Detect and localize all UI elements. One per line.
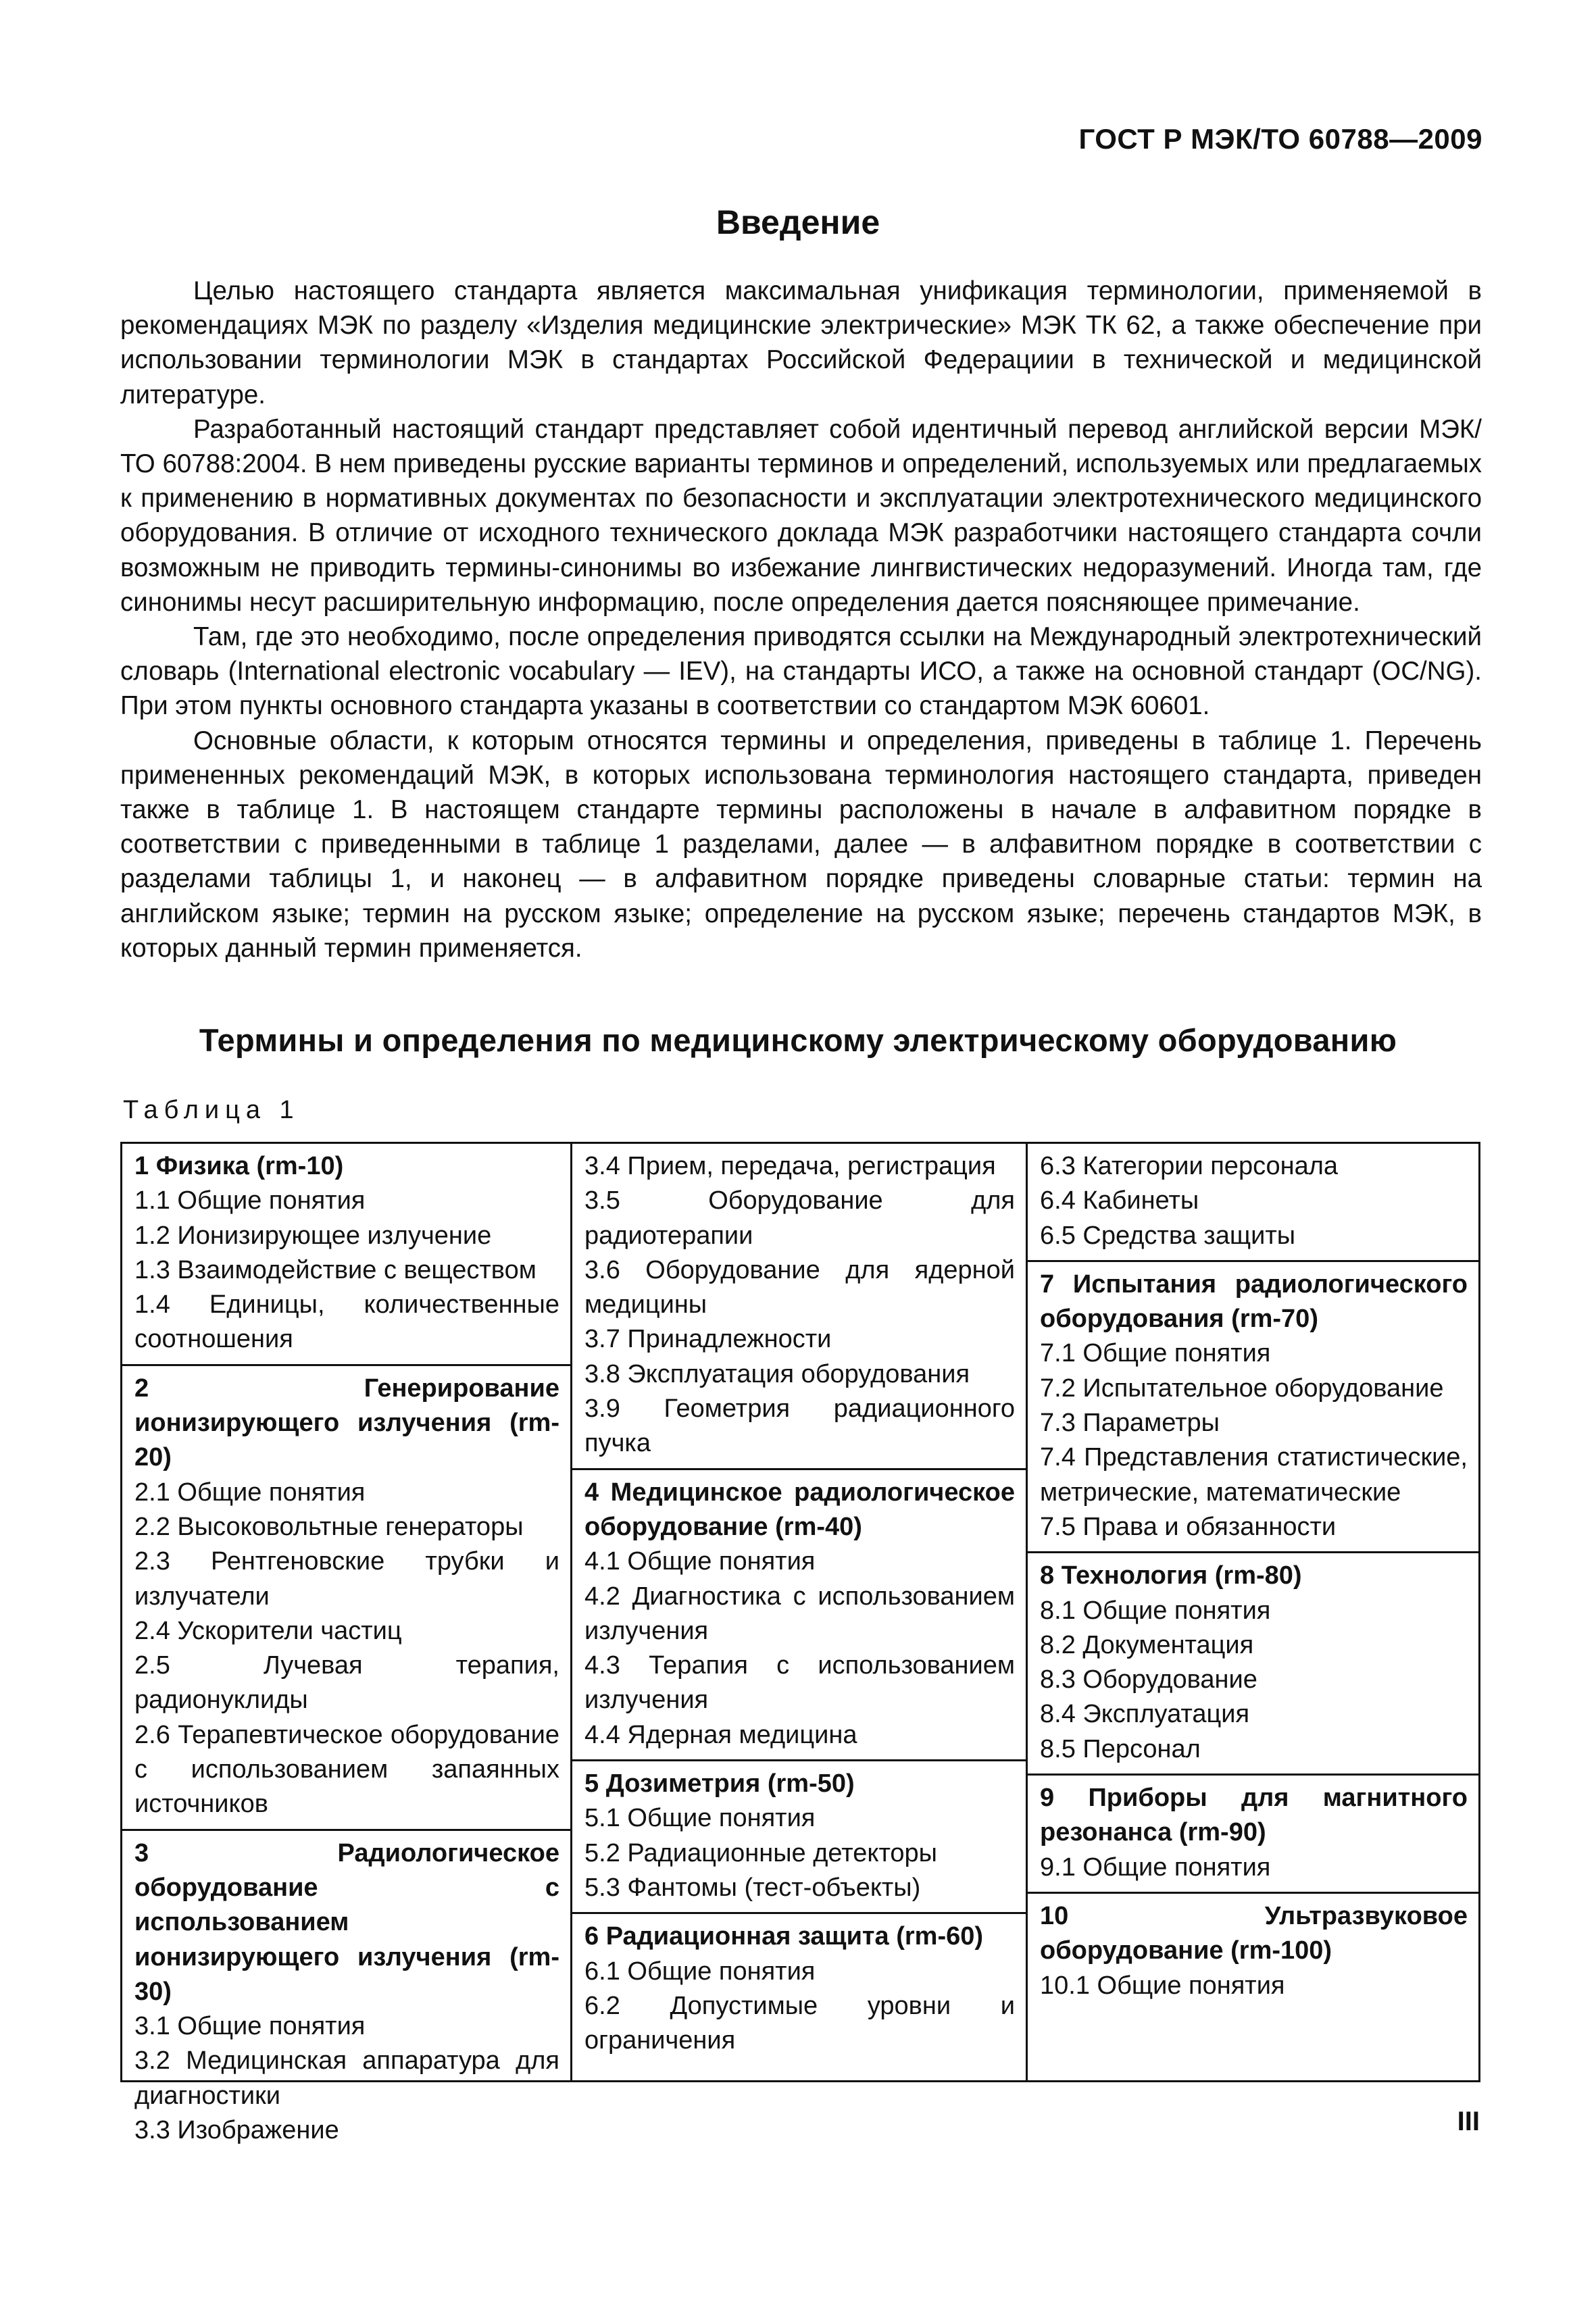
section-item: 2.5 Лучевая терапия, радионуклиды: [134, 1651, 559, 1715]
section-item: 1.1 Общие понятия: [134, 1186, 366, 1215]
section-item: 6.2 Допустимые уровни и ограничения: [584, 1991, 1015, 2055]
section-item: 2.1 Общие понятия: [134, 1478, 366, 1507]
table-section: [1028, 1776, 1478, 1894]
section-item: 3.5 Оборудование для радиотерапии: [584, 1186, 1015, 1250]
section-item: 2.2 Высоковольтные генераторы: [134, 1512, 524, 1541]
section-item: 4.3 Терапия с использованием излучения: [584, 1651, 1015, 1715]
section-item: 7.2 Испытательное оборудование: [1040, 1374, 1444, 1403]
section-heading: 7 Испытания радиологического оборудования (rm-70): [1040, 1269, 1468, 1334]
intro-paragraph: Там, где это необходимо, после определения приводятся ссылки на Международный электротехнический словарь (International electronic vocabulary — IEV), на стандарты ИСО, а также на основной стандарт (ОС/NG). При этом пункты основного стандарта указаны в соответствии со стандартом МЭК 60601.: [120, 622, 1482, 721]
table-column-2: [572, 1144, 1028, 2080]
section-heading: 9 Приборы для магнитного резонанса (rm-90): [1040, 1784, 1468, 1847]
section-item: 7.4 Представления статистические, метрические, математические: [1040, 1443, 1468, 1507]
section-item: 3.3 Изображение: [134, 2116, 339, 2145]
section-item: 1.3 Взаимодействие с веществом: [134, 1255, 537, 1284]
section-item: 8.3 Оборудование: [1040, 1665, 1257, 1694]
table-column-3: [1028, 1144, 1478, 2080]
section-heading: 3 Радиологическое оборудование с использованием ионизирующего излучения (rm-30): [134, 1838, 559, 2006]
section-item: 7.3 Параметры: [1040, 1409, 1220, 1438]
section-item: 8.1 Общие понятия: [1040, 1596, 1271, 1625]
section-heading: 10 Ультразвуковое оборудование (rm-100): [1040, 1901, 1468, 1965]
section-item: 4.1 Общие понятия: [584, 1547, 816, 1576]
section-item: 8.2 Документация: [1040, 1630, 1254, 1659]
section-item: 3.9 Геометрия радиационного пучка: [584, 1394, 1015, 1458]
section-item: 8.4 Эксплуатация: [1040, 1700, 1250, 1729]
table-section: [1028, 1553, 1478, 1776]
section-item: 5.3 Фантомы (тест-объекты): [584, 1873, 921, 1902]
table-caption: Таблица 1: [123, 1096, 300, 1124]
section-item: 2.3 Рентгеновские трубки и излучатели: [134, 1547, 559, 1611]
section-item: 6.1 Общие понятия: [584, 1957, 816, 1986]
table-section: [572, 1761, 1026, 1914]
table-section: [572, 1144, 1026, 1470]
section-item: 4.2 Диагностика с использованием излучения: [584, 1582, 1015, 1645]
section-title: Термины и определения по медицинскому электрическому оборудованию: [199, 1022, 1397, 1058]
section-item: 4.4 Ядерная медицина: [584, 1720, 857, 1749]
section-heading: 8 Технология (rm-80): [1040, 1561, 1302, 1590]
intro-paragraph: Разработанный настоящий стандарт представляет собой идентичный перевод английской версии МЭК/ТО 60788:2004. В нем приведены русские варианты терминов и определений, используемых или предлагаемых к применению в нормативных документах по безопасности и эксплуатации электротехнического медицинского оборудования. В отличие от исходного технического доклада МЭК разработчики настоящего стандарта сочли возможным не приводить термины-синонимы во избежание лингвистических недоразумений. Иногда там, где синонимы несут расширительную информацию, после определения дается поясняющее примечание.: [120, 414, 1482, 617]
document-code: ГОСТ Р МЭК/ТО 60788—2009: [1078, 123, 1482, 155]
section-heading: 2 Генерирование ионизирующего излучения (rm-20): [134, 1374, 559, 1472]
section-item: 6.5 Средства защиты: [1040, 1221, 1296, 1250]
table-section: [1028, 1144, 1478, 1262]
section-item: 5.1 Общие понятия: [584, 1804, 816, 1833]
section-heading: 5 Дозиметрия (rm-50): [584, 1769, 855, 1799]
section-item: 2.6 Терапевтическое оборудование с использованием запаянных источников: [134, 1720, 559, 1819]
intro-title: Введение: [716, 203, 880, 241]
section-item: 3.4 Прием, передача, регистрация: [584, 1152, 996, 1180]
intro-paragraph: Основные области, к которым относятся термины и определения, приведены в таблице 1. Перечень примененных рекомендаций МЭК, в которых использована терминология настоящего стандарта, приведен также в таблице 1. В настоящем стандарте термины расположены в начале в алфавитном порядке в соответствии с приведенными в таблице 1 разделами, далее — в алфавитном порядке в соответствии с разделами таблицы 1, и наконец — в алфавитном порядке приведены словарные статьи: термин на английском языке; термин на русском языке; определение на русском языке; перечень стандартов МЭК, в которых данный термин применяется.: [120, 726, 1482, 963]
section-item: 5.2 Радиационные детекторы: [584, 1838, 937, 1867]
section-item: 3.8 Эксплуатация оборудования: [584, 1359, 970, 1388]
section-item: 1.2 Ионизирующее излучение: [134, 1221, 492, 1250]
section-heading: 6 Радиационная защита (rm-60): [584, 1922, 984, 1951]
table-section: [122, 1144, 570, 1366]
page-number: III: [1457, 2107, 1480, 2136]
section-item: 6.3 Категории персонала: [1040, 1152, 1339, 1180]
table-section: [122, 1831, 570, 2155]
table-section: [1028, 1894, 1478, 2080]
section-item: 10.1 Общие понятия: [1040, 1971, 1285, 2000]
table-section: [572, 1470, 1026, 1761]
table-section: [122, 1366, 570, 1831]
section-item: 3.7 Принадлежности: [584, 1325, 832, 1354]
section-item: 3.1 Общие понятия: [134, 2012, 366, 2041]
section-item: 3.6 Оборудование для ядерной медицины: [584, 1255, 1015, 1319]
section-item: 7.1 Общие понятия: [1040, 1339, 1271, 1368]
section-item: 3.2 Медицинская аппаратура для диагностики: [134, 2046, 559, 2110]
table-column-1: [122, 1144, 572, 2145]
section-item: 6.4 Кабинеты: [1040, 1186, 1199, 1215]
section-heading: 1 Физика (rm-10): [134, 1152, 344, 1180]
section-item: 2.4 Ускорители частиц: [134, 1616, 402, 1645]
table-section: [1028, 1262, 1478, 1553]
section-item: 7.5 Права и обязанности: [1040, 1512, 1337, 1541]
section-heading: 4 Медицинское радиологическое оборудование (rm-40): [584, 1478, 1015, 1541]
section-item: 1.4 Единицы, количественные соотношения: [134, 1290, 559, 1354]
section-item: 8.5 Персонал: [1040, 1734, 1201, 1763]
section-item: 9.1 Общие понятия: [1040, 1853, 1271, 1882]
intro-body: [120, 274, 1482, 965]
intro-paragraph: Целью настоящего стандарта является максимальная унификация терминологии, применяемой в рекомендациях МЭК по разделу «Изделия медицинские электрические» МЭК ТК 62, а также обеспечение при использовании терминологии МЭК в стандартах Российской Федерациии в технической и медицинской литературе.: [120, 276, 1482, 409]
table-section: [572, 1914, 1026, 2080]
